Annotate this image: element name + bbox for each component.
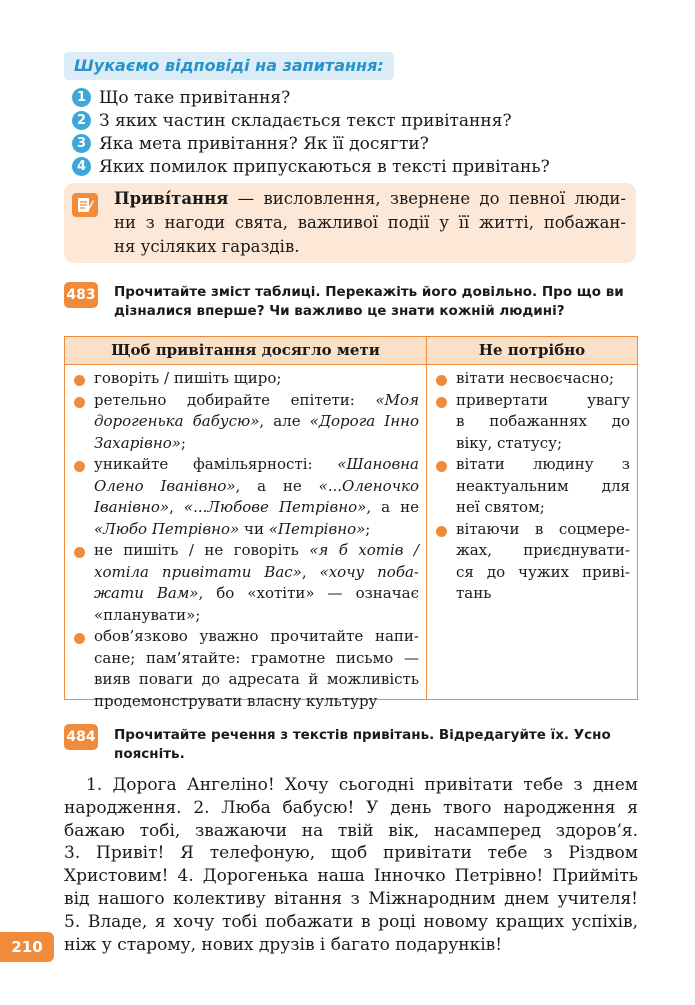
bullet-icon	[74, 461, 85, 472]
table-header-left: Щоб привітання досягло мети	[111, 341, 380, 359]
exercise-484-sentences: 1. Дорога Ангеліно! Хочу сьогодні привітати тебе з днем народження. 2. Люба бабусю! У день твого народження я бажаю тобі, зважаючи на твій вік, насамперед здоров’я. 3. Привіт! Я телефоную, щоб привітати тебе з Різдвом Христовим! 4. Дорогенька наша Інночко Петрівно! Прийміть від нашого колективу вітання з Міжнародним днем учителя! 5. Владе, я хочу тобі побажати в році новому кращих успіхів, ніж у старому, нових друзів і багато подарунків!	[64, 775, 638, 955]
definition-term: Приві́тання	[114, 189, 229, 208]
list-item: привертати увагу в побажаннях до віку, статусу;	[436, 390, 630, 455]
table-header-right: Не потрібно	[478, 341, 586, 359]
definition-text: Приві́тання — висловлення, звернене до певної люди- ни з нагоди свята, важливої події у її житті, побажан- ня усіляких гараздів.	[114, 189, 626, 256]
exercise-number-484: 484	[64, 724, 98, 750]
exercise-484-instructions: Прочитайте речення з текстів привітань. Відредагуйте їх. Усно поясніть.	[114, 727, 611, 762]
list-item: уникайте фамільярності: «Шановна Олено Іванівно», а не «...Оленочко Іванівно», «...Любове Петрівно», а не «Любо Петрівно» чи «Петрівно»;	[74, 454, 419, 540]
question-text: Яких помилок припускаються в тексті привітань?	[99, 156, 550, 177]
question-text: Що таке привітання?	[99, 87, 291, 108]
question-number: 1	[72, 88, 91, 107]
bullet-icon	[74, 547, 85, 558]
list-item: ретельно добирайте епітети: «Моя дорогенька бабусю», але «Дорога Інно Захарівно»;	[74, 390, 419, 455]
list-item: вітати несвоєчасно;	[436, 368, 630, 390]
notebook-icon	[72, 193, 98, 217]
question-number: 2	[72, 111, 91, 130]
bullet-icon	[436, 526, 447, 537]
question-text: З яких частин складається текст привітання?	[99, 110, 512, 131]
list-item: говоріть / пишіть щиро;	[74, 368, 419, 390]
question-text: Яка мета привітання? Як її досягти?	[99, 133, 429, 154]
exercise-number-483: 483	[64, 282, 98, 308]
list-item: обов’язково уважно прочитайте напи- сане; пам’ятайте: грамотне письмо — вияв поваги до адресата й можливість продемонструвати власну культуру	[74, 626, 419, 712]
section-banner: Шукаємо відповіді на запитання:	[64, 52, 394, 80]
question-number: 4	[72, 157, 91, 176]
page-number: 210	[0, 932, 54, 962]
table-column-divider	[426, 337, 427, 699]
bullet-icon	[436, 461, 447, 472]
bullet-icon	[436, 397, 447, 408]
bullet-icon	[436, 375, 447, 386]
exercise-483-instructions: Прочитайте зміст таблиці. Перекажіть його довільно. Про що ви дізналися вперше? Чи важливо це знати кожній людині?	[114, 284, 624, 319]
question-item	[72, 155, 672, 178]
table-header	[65, 337, 637, 365]
table-column-do	[74, 368, 419, 712]
bullet-icon	[74, 397, 85, 408]
question-number: 3	[72, 134, 91, 153]
table-column-dont	[436, 368, 630, 605]
question-list	[72, 86, 672, 178]
list-item: вітати людину з неактуальним для неї святом;	[436, 454, 630, 519]
question-item	[72, 109, 672, 132]
question-item	[72, 86, 672, 109]
bullet-icon	[74, 375, 85, 386]
question-item	[72, 132, 672, 155]
bullet-icon	[74, 633, 85, 644]
list-item: вітаючи в соцмере- жах, приєднувати- ся до чужих приві- тань	[436, 519, 630, 605]
list-item: не пишіть / не говоріть «я б хотів / хотіла привітати Вас», «хочу поба- жати Вам», бо «хотіти» — означає «планувати»;	[74, 540, 419, 626]
